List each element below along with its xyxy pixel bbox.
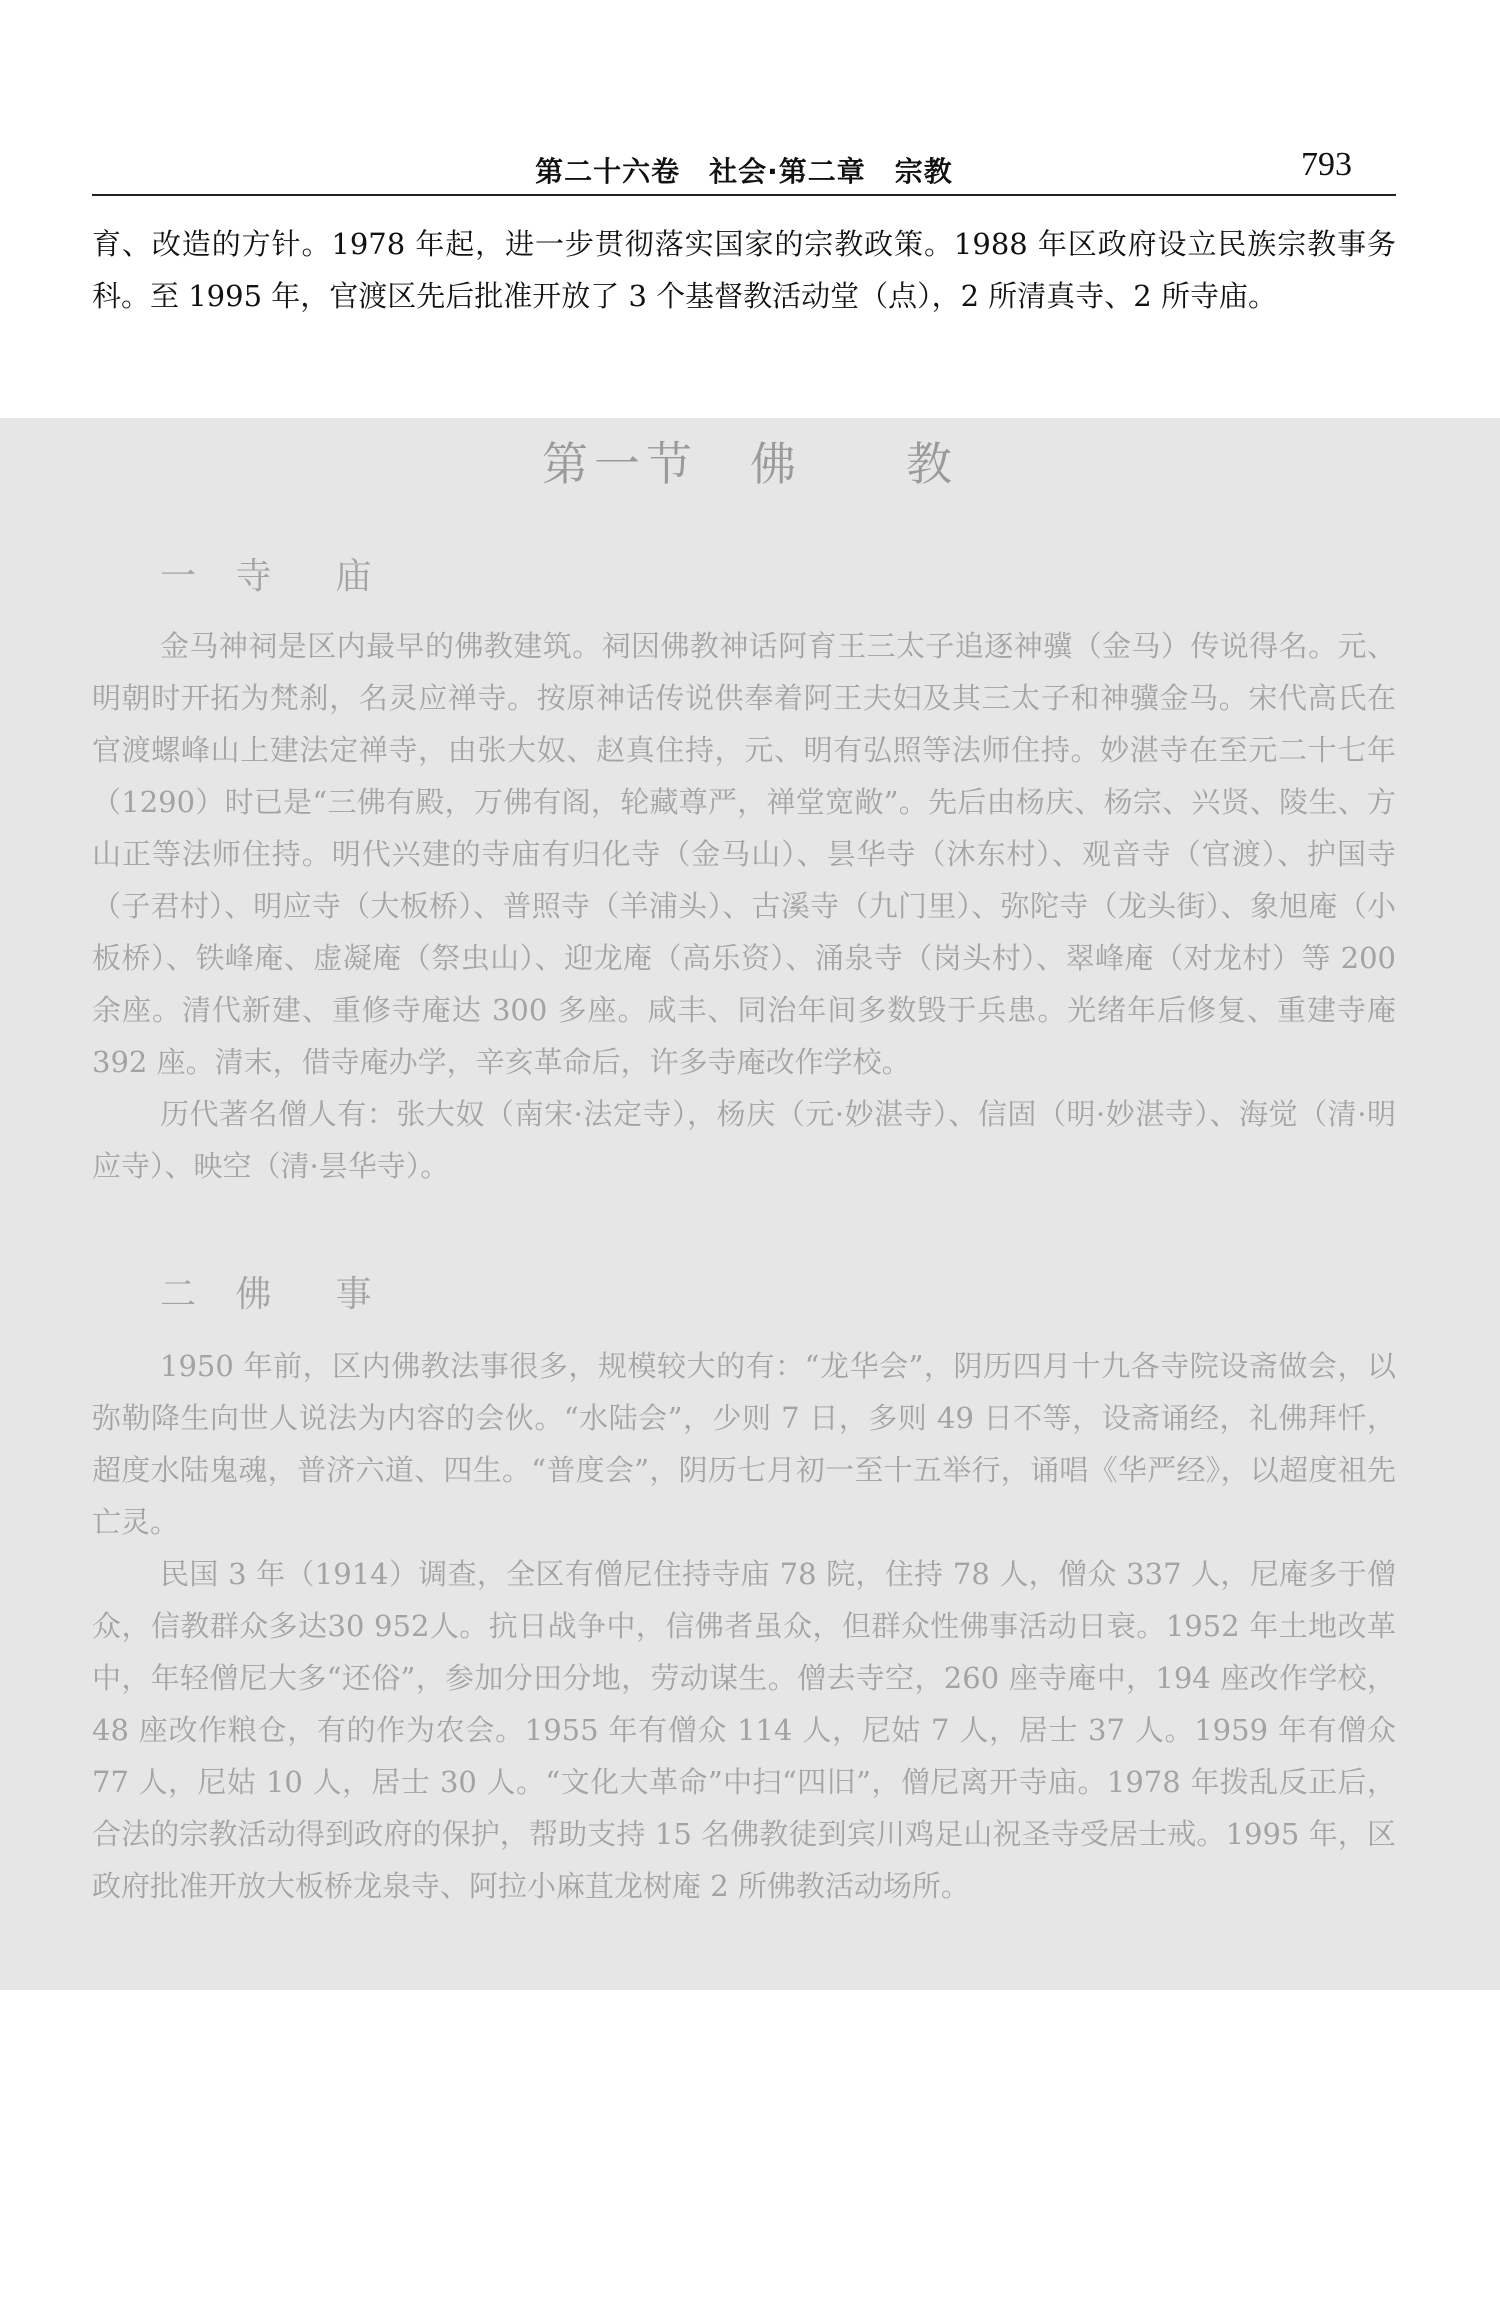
paragraph: 历代著名僧人有：张大奴（南宋·法定寺），杨庆（元·妙湛寺）、信固（明·妙湛寺）、海觉（清·明应寺）、映空（清·昙华寺）。 — [92, 1097, 1396, 1183]
header-rule — [92, 194, 1396, 196]
header-title: 第二十六卷 社会·第二章 宗教 — [535, 155, 953, 188]
subsection-heading-temples: 一 寺 庙 — [160, 556, 386, 597]
page-number: 793 — [1301, 146, 1352, 183]
paragraph: 民国 3 年（1914）调查，全区有僧尼住持寺庙 78 院，住持 78 人，僧众 337 人，尼庵多于僧众，信教群众多达30 952人。抗日战争中，信佛者虽众，但群众性佛事活动日衰。1952 年土地改革中，年轻僧尼大多“还俗”，参加分田分地，劳动谋生。僧去寺空，260 座寺庵中，194 座改作学校，48 座改作粮仓，有的作为农会。1955 年有僧众 114 人，尼姑 7 人，居士 37 人。1959 年有僧众 77 人，尼姑 10 人，居士 30 人。“文化大革命”中扫“四旧”，僧尼离开寺庙。1978 年拨乱反正后，合法的宗教活动得到政府的保护，帮助支持 15 名佛教徒到宾川鸡足山祝圣寺受居士戒。1995 年，区政府批准开放大板桥龙泉寺、阿拉小麻苴龙树庵 2 所佛教活动场所。 — [92, 1557, 1396, 1903]
subsection-heading-buddhist-events: 二 佛 事 — [160, 1274, 386, 1315]
subsection-body-buddhist-events — [92, 1340, 1396, 1912]
subsection-body-temples — [92, 620, 1396, 1192]
section-title: 第一节 佛 教 — [542, 437, 958, 491]
paragraph: 金马神祠是区内最早的佛教建筑。祠因佛教神话阿育王三太子追逐神骥（金马）传说得名。元、明朝时开拓为梵刹，名灵应禅寺。按原神话传说供奉着阿王夫妇及其三太子和神骥金马。宋代高氏在官渡螺峰山上建法定禅寺，由张大奴、赵真住持，元、明有弘照等法师住持。妙湛寺在至元二十七年（1290）时已是“三佛有殿，万佛有阁，轮藏尊严，禅堂宽敞”。先后由杨庆、杨宗、兴贤、陵生、方山正等法师住持。明代兴建的寺庙有归化寺（金马山）、昙华寺（沐东村）、观音寺（官渡）、护国寺（子君村）、明应寺（大板桥）、普照寺（羊浦头）、古溪寺（九门里）、弥陀寺（龙头街）、象旭庵（小板桥）、铁峰庵、虚凝庵（祭虫山）、迎龙庵（高乐资）、涌泉寺（岗头村）、翠峰庵（对龙村）等 200 余座。清代新建、重修寺庵达 300 多座。咸丰、同治年间多数毁于兵患。光绪年后修复、重建寺庵 392 座。清末，借寺庵办学，辛亥革命后，许多寺庵改作学校。 — [92, 629, 1396, 1079]
running-header — [92, 146, 1396, 192]
intro-paragraph: 育、改造的方针。1978 年起，进一步贯彻落实国家的宗教政策。1988 年区政府设立民族宗教事务科。至 1995 年，官渡区先后批准开放了 3 个基督教活动堂（点），2 所清真寺、2 所寺庙。 — [92, 227, 1396, 313]
paragraph: 1950 年前，区内佛教法事很多，规模较大的有：“龙华会”，阴历四月十九各寺院设斋做会，以弥勒降生向世人说法为内容的会伙。“水陆会”，少则 7 日，多则 49 日不等，设斋诵经，礼佛拜忏，超度水陆鬼魂，普济六道、四生。“普度会”，阴历七月初一至十五举行，诵唱《华严经》，以超度祖先亡灵。 — [92, 1349, 1396, 1539]
